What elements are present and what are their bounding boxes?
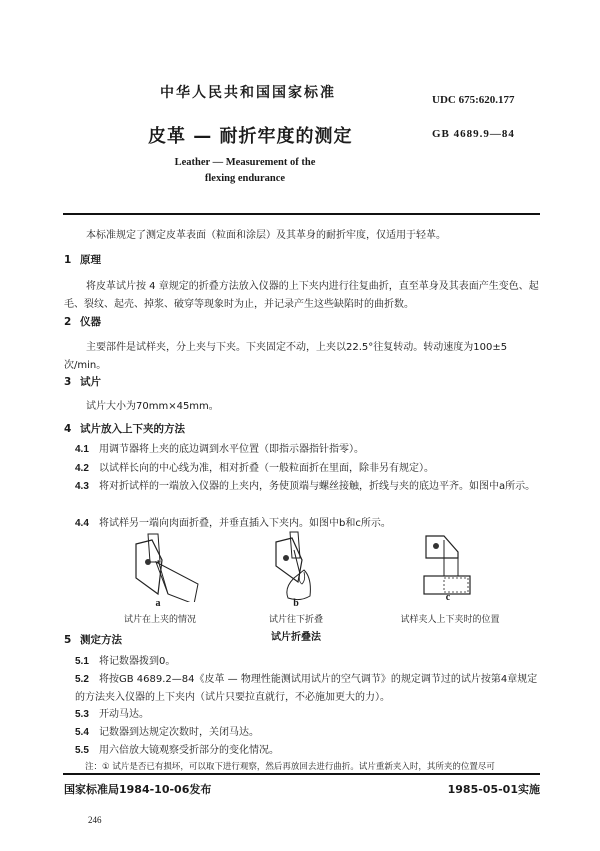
item-number: 4.2 bbox=[75, 463, 89, 474]
section-number: 2 bbox=[64, 316, 72, 328]
section-2-body: 主要部件是试样夹，分上夹与下夹。下夹固定不动，上夹以22.5°往复转动。转动速度为100±5次/min。 bbox=[64, 342, 508, 371]
issue-date: 国家标准局1984-10-06发布 bbox=[64, 783, 212, 796]
section-number: 4 bbox=[64, 423, 72, 435]
item-text: 开动马达。 bbox=[99, 709, 149, 720]
figure-b-caption: 试片往下折叠 bbox=[268, 615, 323, 625]
page-number: 246 bbox=[88, 815, 102, 825]
item-text: 记数器到达规定次数时，关闭马达。 bbox=[99, 727, 259, 738]
item-number: 4.4 bbox=[75, 518, 89, 529]
document-title-cn: 皮革 — 耐折牢度的测定 bbox=[148, 126, 353, 147]
item-4-2 bbox=[75, 460, 434, 478]
item-text: 用六倍放大镜观察受折部分的变化情况。 bbox=[99, 745, 279, 756]
document-title-en bbox=[150, 155, 340, 187]
figure-c-caption: 试样夹人上下夹时的位置 bbox=[400, 615, 500, 625]
item-number: 5.4 bbox=[75, 727, 89, 738]
item-number: 5.5 bbox=[75, 745, 89, 756]
figure-a-letter: a bbox=[155, 598, 161, 609]
figure-c-letter: c bbox=[445, 592, 451, 603]
section-number: 5 bbox=[64, 634, 72, 646]
section-title: 原理 bbox=[80, 254, 101, 266]
figure-b-letter: b bbox=[293, 598, 299, 609]
item-5-2 bbox=[75, 671, 542, 707]
item-5-1 bbox=[75, 653, 175, 671]
item-number: 5.3 bbox=[75, 709, 89, 720]
figure-a-caption: 试片在上夹的情况 bbox=[123, 615, 196, 625]
item-text: 将记数器拨到0。 bbox=[99, 656, 176, 667]
section-title: 仪器 bbox=[80, 316, 101, 328]
section-number: 3 bbox=[64, 376, 72, 388]
effective-date: 1985-05-01实施 bbox=[447, 783, 540, 796]
item-5-3 bbox=[75, 706, 149, 724]
gb-code: GB 4689.9—84 bbox=[432, 128, 515, 140]
header-divider bbox=[63, 213, 540, 215]
national-standard-label: 中华人民共和国国家标准 bbox=[160, 85, 336, 101]
item-text: 将对折试样的一端放入仪器的上夹内，务使顶端与螺丝接触，折线与夹的底边平齐。如图中a所示。 bbox=[99, 481, 536, 492]
section-title: 试片放入上下夹的方法 bbox=[80, 423, 185, 435]
section-3-heading bbox=[64, 374, 101, 389]
figure-c-drawing bbox=[420, 534, 480, 598]
section-3-body: 试片大小为70mm×45mm。 bbox=[86, 401, 219, 412]
section-title: 试片 bbox=[80, 376, 101, 388]
figure-title: 试片折叠法 bbox=[271, 632, 321, 643]
figure-a-drawing bbox=[128, 532, 208, 602]
udc-code: UDC 675:620.177 bbox=[432, 94, 515, 106]
figure-b-drawing bbox=[270, 530, 330, 602]
item-text: 将试样另一端向肉面折叠，并垂直插入下夹内。如图中b和c所示。 bbox=[99, 518, 391, 529]
section-5-heading bbox=[64, 632, 122, 647]
item-4-1 bbox=[75, 441, 364, 459]
intro-paragraph: 本标准规定了测定皮革表面（粒面和涂层）及其革身的耐折牢度，仅适用于轻革。 bbox=[86, 230, 446, 241]
item-number: 4.1 bbox=[75, 444, 89, 455]
item-5-5 bbox=[75, 742, 279, 760]
item-text: 以试样长向的中心线为准，相对折叠（一般粒面折在里面，除非另有规定）。 bbox=[99, 463, 434, 474]
title-en-line1: Leather — Measurement of the bbox=[174, 157, 316, 168]
figure-flexing-method bbox=[120, 530, 500, 643]
section-1-heading bbox=[64, 252, 101, 267]
item-number: 4.3 bbox=[75, 481, 89, 492]
footer-divider bbox=[63, 773, 540, 775]
title-en-line2: flexing endurance bbox=[204, 173, 286, 184]
section-title: 测定方法 bbox=[80, 634, 122, 646]
item-5-4 bbox=[75, 724, 259, 742]
item-4-3 bbox=[75, 478, 542, 496]
item-number: 5.1 bbox=[75, 656, 89, 667]
section-2-heading bbox=[64, 314, 101, 329]
item-number: 5.2 bbox=[75, 674, 89, 685]
item-text: 将按GB 4689.2—84《皮革 — 物理性能测试用试片的空气调节》的规定调节过的试片按第4章规定的方法夹入仪器的上下夹内（试片只要拉直就行，不必施加更大的力）。 bbox=[75, 674, 538, 703]
section-1-body: 将皮革试片按 4 章规定的折叠方法放入仪器的上下夹内进行往复曲折，直至革身及其表面产生变色、起毛、裂纹、起壳、掉浆、破穿等现象时为止，并记录产生这些缺陷时的曲折数。 bbox=[64, 281, 539, 310]
section-4-heading bbox=[64, 421, 185, 436]
note-text: 注：① 试片是否已有损坏，可以取下进行观察，然后再放回去进行曲折。试片重新夹入时，其所夹的位置尽可 bbox=[85, 762, 495, 772]
item-text: 用调节器将上夹的底边调到水平位置（即指示器指针指零）。 bbox=[99, 444, 364, 455]
section-number: 1 bbox=[64, 254, 72, 266]
